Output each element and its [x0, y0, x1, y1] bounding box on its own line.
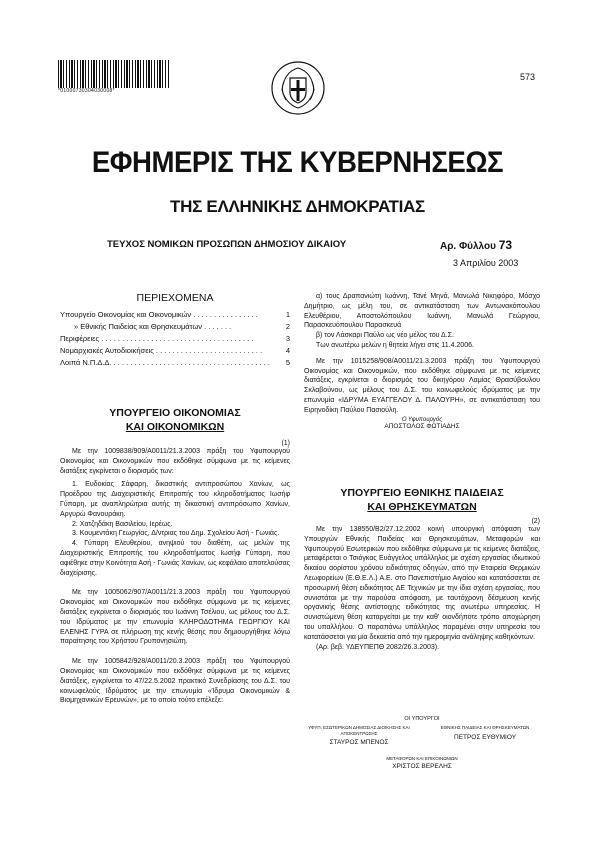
paragraph: 1. Ευδοκίας Σάφαρη, δικαστικής αντιπροσώπου Χανίων, ως Προέδρου της Διαχειριστικής Επιτροπής του κληροδοτήματος Ιωσήφ Γύπαρη, με αναπληρώτρια αυτής τη δικαστική αντιπρόσωπο Χανίων, Αργυρώ Φανουράκη. [60, 481, 290, 518]
signature-role: ΕΘΝΙΚΗΣ ΠΑΙΔΕΙΑΣ ΚΑΙ ΘΡΗΣΚΕΥΜΑΤΩΝ [440, 725, 530, 730]
toc-page: 3 [285, 334, 290, 343]
toc-label: Νομαρχιακές Αυτοδιοικήσεις [60, 346, 154, 355]
decision-number: (2) [531, 518, 540, 525]
paragraph: Με την 1015258/908/Α0011/21.3.2003 πράξη του Υφυπουργού Οικονομίας και Οικονομικών, που εκδόθηκε σύμφωνα με τις κείμενες διατάξεις, εγκρίνεται ο διορισμός του δικηγόρου Λαμίας Θρασύβουλου Σκλαβούνου, ως μέλους του Δ.Σ. του κοινωφελούς ιδρύματος με την επωνυμία «ΙΔΡΥΜΑ ΕΥΑΓΓΕΛΟΥ Δ. ΠΑΛΟΥΡΗ», σε αντικατάσταση του Ειρηνοδίκη Παύλου Πασιούλη. [304, 357, 540, 414]
toc-row[interactable]: Περιφέρειες . . . . . . . . . . . . . . . . . . . . . . . . . . . . . . . . . . . . . 3 [60, 334, 290, 343]
toc-label: Περιφέρειες [60, 334, 100, 343]
signature-block-ministers [304, 716, 540, 770]
section-heading-finance [60, 406, 290, 434]
toc-row[interactable]: Νομαρχιακές Αυτοδιοικήσεις . . . . . . . . . . . . . . . . . . . . . . . . . . 4 [60, 346, 290, 355]
coat-of-arms-emblem [270, 60, 326, 116]
issue-date: 3 Απριλίου 2003 [453, 258, 519, 268]
toc-label: Υπουργείο Οικονομίας και Οικονομικών [60, 310, 192, 319]
toc-label: Λοιπά Ν.Π.Δ.Δ. [60, 358, 112, 367]
issue-type: ΤΕΥΧΟΣ ΝΟΜΙΚΩΝ ΠΡΟΣΩΠΩΝ ΔΗΜΟΣΙΟΥ ΔΙΚΑΙΟΥ [107, 239, 347, 250]
signature-cell [304, 725, 414, 746]
paragraph: (Αρ. βεβ. ΥΔΕΥΠΕΠΘ 2082/26.3.2003). [316, 643, 440, 651]
toc-page: 4 [285, 346, 290, 355]
barcode-number: *01000730304030008* [58, 88, 115, 94]
gazette-subtitle: ΤΗΣ ΕΛΛΗΝΙΚΗΣ ΔΗΜΟΚΡΑΤΙΑΣ [170, 197, 425, 216]
section-heading-education [304, 486, 540, 514]
sheet-number-line [440, 238, 512, 252]
section-heading-line: ΚΑΙ ΘΡΗΣΚΕΥΜΑΤΩΝ [367, 501, 477, 513]
toc-page: 2 [285, 322, 290, 331]
signature-role: ΜΕΤΑΦΟΡΩΝ ΚΑΙ ΕΠΙΚΟΙΝΩΝΙΩΝ [386, 756, 458, 761]
paragraph: β) τον Λάσκαρι Παύλο ως νέο μέλος του Δ.Σ. [316, 332, 454, 340]
signature-row [304, 725, 540, 746]
paragraph: Με την 1005842/928/Α0011/20.3.2003 πράξη του Υφυπουργού Οικονομίας και Οικονομικών που εκδόθηκε σύμφωνα με τις κείμενες διατάξεις, εγκρίνεται το 47/22.5.2002 πρακτικό Συνεδρίασης του Δ.Σ. του κοινωφελούς Ιδρύματος με την επωνυμία «Ίδρυμα Οικονομικών & Βιομηχανικών Ερευνών», με το οποίο τούτο επέλεξε: [60, 658, 290, 705]
sheet-label: Αρ. Φύλλου [440, 241, 496, 252]
section-heading-line: ΚΑΙ ΟΙΚΟΝΟΜΙΚΩΝ [125, 421, 225, 433]
decision-number: (1) [281, 440, 290, 447]
toc-label: » Εθνικής Παιδείας και Θρησκευμάτων [74, 322, 203, 331]
paragraph: 3. Κουμεντάκη Γεωργίας, Δ/ντριας του Δημ. Σχολείου Ασή - Γωνιάς. [72, 530, 280, 538]
toc-heading: ΠΕΡΙΕΧΟΜΕΝΑ [136, 292, 214, 304]
left-column-text [60, 440, 290, 706]
paragraph: Με την 1005062/907/Α0011/21.3.2003 πράξη του Υφυπουργού Οικονομίας και Οικονομικών που εκδόθηκε σύμφωνα με τις κείμενες διατάξεις εγκρίνεται ο διορισμός του Ιωάννη Τσέλιου, ως μέλους του Δ.Σ. του Ιδρύματος με την επωνυμία ΚΛΗΡΟΔΟΤΗΜΑ ΓΕΩΡΓΙΟΥ ΚΑΙ ΕΛΕΝΗΣ ΓΥΡΑ σε πλήρωση της κενής θέσης που δημιουργήθηκε λόγω παραίτησης του Χρήστου Γρυπονησιώτη. [60, 589, 290, 646]
signature-heading: ΟΙ ΥΠΟΥΡΓΟΙ [404, 716, 440, 722]
toc-row[interactable]: Υπουργείο Οικονομίας και Οικονομικών . . . . . . . . . . . . . . . . 1 [60, 310, 290, 319]
paragraph: 4. Γύπαρη Ελευθερίου, ανηψιού του διαθέτη, ως μελών της Διαχειριστικής Επιτροπής του κληροδοτήματος Ιωσήφ Γύπαρη, που αφιέθηκε στην Κοινότητα Ασή - Γωνιάς Χανίων, ως κεφάλαιο αποτελούσας διαχείρισης. [60, 540, 290, 577]
section-heading-line: ΥΠΟΥΡΓΕΙΟ ΟΙΚΟΝΟΜΙΑΣ [109, 407, 241, 419]
section-heading-line: ΥΠΟΥΡΓΕΙΟ ΕΘΝΙΚΗΣ ΠΑΙΔΕΙΑΣ [340, 487, 504, 499]
barcode [58, 60, 170, 96]
signature-cell [430, 725, 540, 746]
paragraph: Με την 1009838/909/Α0011/21.3.2003 πράξη του Υφυπουργού Οικονομίας και Οικονομικών που εκδόθηκε σύμφωνα με τις κείμενες διατάξεις εγκρίνεται ο διορισμός των: [60, 448, 290, 475]
barcode-bars [58, 60, 170, 88]
paragraph: 2. Χατζηδάκη Βασιλείου, Ιερέως. [72, 520, 173, 528]
toc-page: 1 [285, 310, 290, 319]
signature-name: ΠΕΤΡΟΣ ΕΥΘΥΜΙΟΥ [453, 733, 517, 741]
signature-role: Ο Υφυπουργός [401, 417, 443, 423]
table-of-contents [60, 310, 290, 370]
paragraph: Με την 138550/Β2/27.12.2002 κοινή υπουργική απόφαση των Υπουργών Εθνικής Παιδείας και Θρησκευμάτων, Μεταφορών και Υφυπουργού Εσωτερικών που εκδόθηκε σύμφωνα με τις κείμενες διατάξεις, μεταφέρεται ο Τσιόγκας Ευάγγελος υπάλληλος με σχέση εργασίας ιδιωτικού δικαίου αορίστου χρόνου ειδικότητας οδηγών, από την Εταιρεία Θερμικών Λεωφορείων (Ε.Θ.Ε.Λ.) Α.Ε. στο Πανεπιστήμιο Αιγαίου και κατατάσσεται σε προσωρινή θέση ειδικότητας ΔΕ Τεχνικών με την ίδια σχέση εργασίας, που συνιστάται με την παρούσα απόφαση, με ταυτόχρονη δέσμευση κενής οργανικής θέσης αντίστοιχης ειδικότητας της ανωτέρω υπηρεσίας. Η συνιστώμενη θέση καταργείται με την καθ' οιονδήποτε τρόπο αποχώρηση του υπαλλήλου. Ο παραπάνω υπάλληλος παραμένει στην υπηρεσία του κατατάσσεται για μία δεκαετία από την ημερομηνία ανάληψης καθηκόντων. [304, 526, 540, 641]
signature-block-finance [304, 417, 540, 430]
paragraph: Των ανωτέρω μελών η θητεία λήγει στις 11.4.2006. [316, 341, 474, 349]
signature-name: ΧΡΙΣΤΟΣ ΒΕΡΕΛΗΣ [392, 763, 452, 770]
signature-name: ΑΠΟΣΤΟΛΟΣ ΦΩΤΙΑΔΗΣ [384, 423, 460, 430]
right-column-text [304, 292, 540, 416]
sheet-number: 73 [498, 238, 513, 252]
gazette-title: ΕΦΗΜΕΡΙΣ ΤΗΣ ΚΥΒΕΡΝΗΣΕΩΣ [91, 146, 504, 179]
signature-role: ΥΦΥΠ. ΕΣΩΤΕΡΙΚΩΝ ΔΗΜΟΣΙΑΣ ΔΙΟΙΚΗΣΗΣ ΚΑΙ ΑΠΟΚΕΝΤΡΩΣΗΣ [308, 725, 410, 736]
toc-row[interactable]: Λοιπά Ν.Π.Δ.Δ. . . . . . . . . . . . . . . . . . . . . . . . . . . . . . . . . . . . . . . 5 [60, 358, 290, 367]
paragraph: α) τους Δραπανιώτη Ιωάννη, Τανέ Μηνά, Μανωλά Νικηφόρο, Μόσχο Δημήτριο, ως μέλη του, σε αντικατάσταση των Αντωνακόπουλου Ελευθέριου, Αποστολόπουλου Ιωάννη, Μανωλά Γεώργιου, Παρασκευόπουλου Παρασκευά [304, 293, 540, 330]
toc-page: 5 [285, 358, 290, 367]
page-number: 573 [520, 72, 536, 82]
signature-name: ΣΤΑΥΡΟΣ ΜΠΕΝΟΣ [329, 739, 389, 746]
toc-row[interactable]: » Εθνικής Παιδείας και Θρησκευμάτων . . . . . . . 2 [74, 322, 290, 331]
right-column-decision-2 [304, 518, 540, 652]
